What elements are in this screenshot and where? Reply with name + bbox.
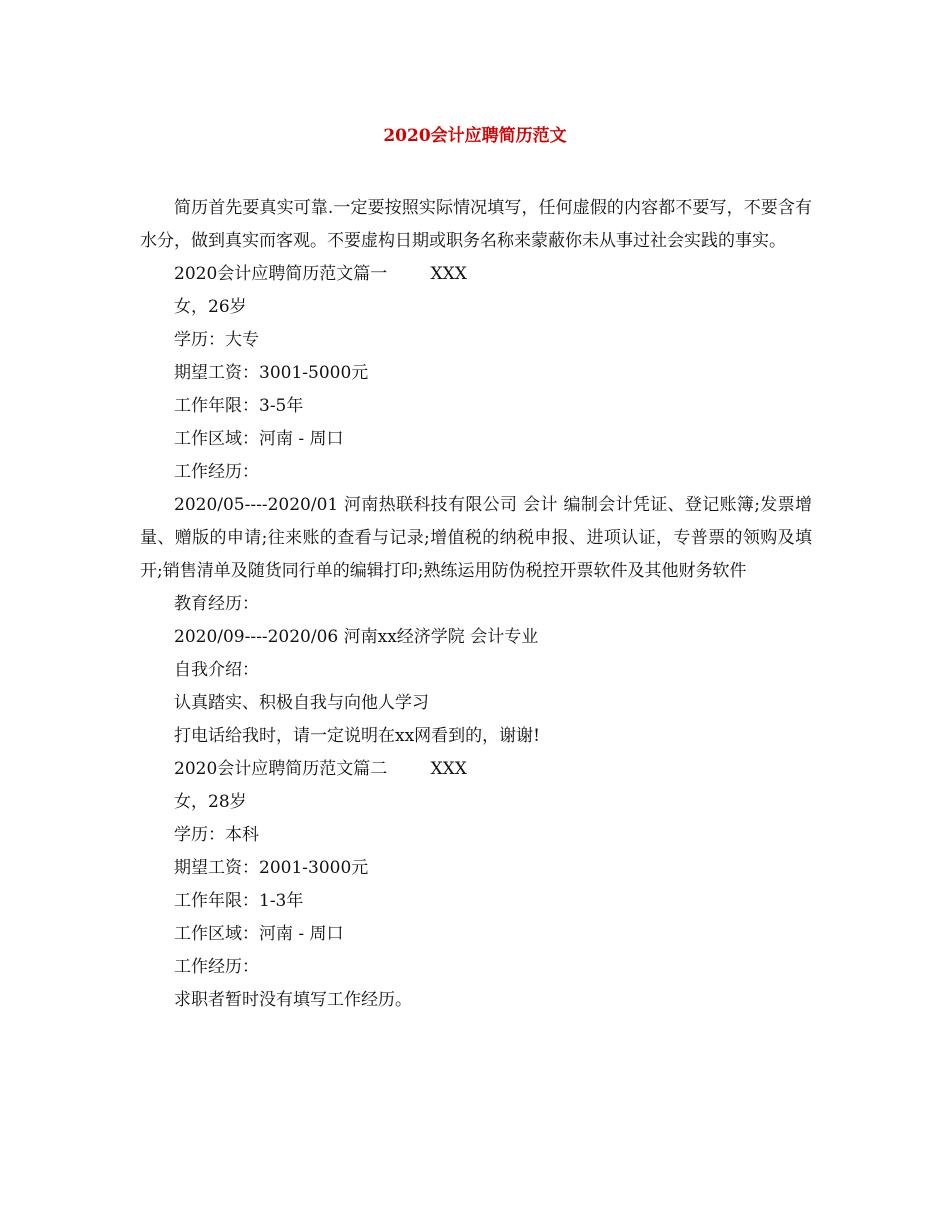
resume-1-years-of-work: 工作年限：3-5年 xyxy=(174,396,304,416)
resume-1-self-intro-label: 自我介绍： xyxy=(174,660,259,680)
resume-2-work-experience-label: 工作经历： xyxy=(174,957,259,977)
resume-1-self-intro: 认真踏实、积极自我与向他人学习 xyxy=(174,693,429,713)
resume-2-gender-age: 女，28岁 xyxy=(174,792,247,812)
resume-1-expected-salary: 期望工资：3001-5000元 xyxy=(174,363,369,383)
resume-2-work-region: 工作区域：河南 - 周口 xyxy=(174,924,344,944)
resume-1-gender-age: 女，26岁 xyxy=(174,297,247,317)
resume-2-expected-salary: 期望工资：2001-3000元 xyxy=(174,858,369,878)
document-title: 2020会计应聘简历范文 xyxy=(383,126,567,146)
resume-1-contact-note: 打电话给我时，请一定说明在xx网看到的，谢谢! xyxy=(174,726,541,746)
resume-1-education-level: 学历：大专 xyxy=(174,330,259,350)
resume-1-heading: 2020会计应聘简历范文篇一 XXX xyxy=(174,264,467,284)
resume-1-education-label: 教育经历： xyxy=(174,594,259,614)
resume-1-work-experience-label: 工作经历： xyxy=(174,462,259,482)
resume-2-years-of-work: 工作年限：1-3年 xyxy=(174,891,304,911)
resume-2-education-level: 学历：本科 xyxy=(174,825,259,845)
resume-1-work-experience: 2020/05----2020/01 河南热联科技有限公司 会计 编制会计凭证、登记账簿;发票增量、赠版的申请;往来账的查看与记录;增值税的纳税申报、进项认证，专普票的领购及填开;销售清单及随货同行单的编辑打印;熟练运用防伪税控开票软件及其他财务软件 xyxy=(140,495,812,581)
document-body xyxy=(140,192,812,1017)
resume-2-work-experience: 求职者暂时没有填写工作经历。 xyxy=(174,990,412,1010)
intro-paragraph: 简历首先要真实可靠.一定要按照实际情况填写，任何虚假的内容都不要写，不要含有水分，做到真实而客观。不要虚构日期或职务名称来蒙蔽你未从事过社会实践的事实。 xyxy=(140,198,812,251)
resume-1-education: 2020/09----2020/06 河南xx经济学院 会计专业 xyxy=(174,627,539,647)
resume-1-work-region: 工作区域：河南 - 周口 xyxy=(174,429,344,449)
resume-2-heading: 2020会计应聘简历范文篇二 XXX xyxy=(174,759,467,779)
